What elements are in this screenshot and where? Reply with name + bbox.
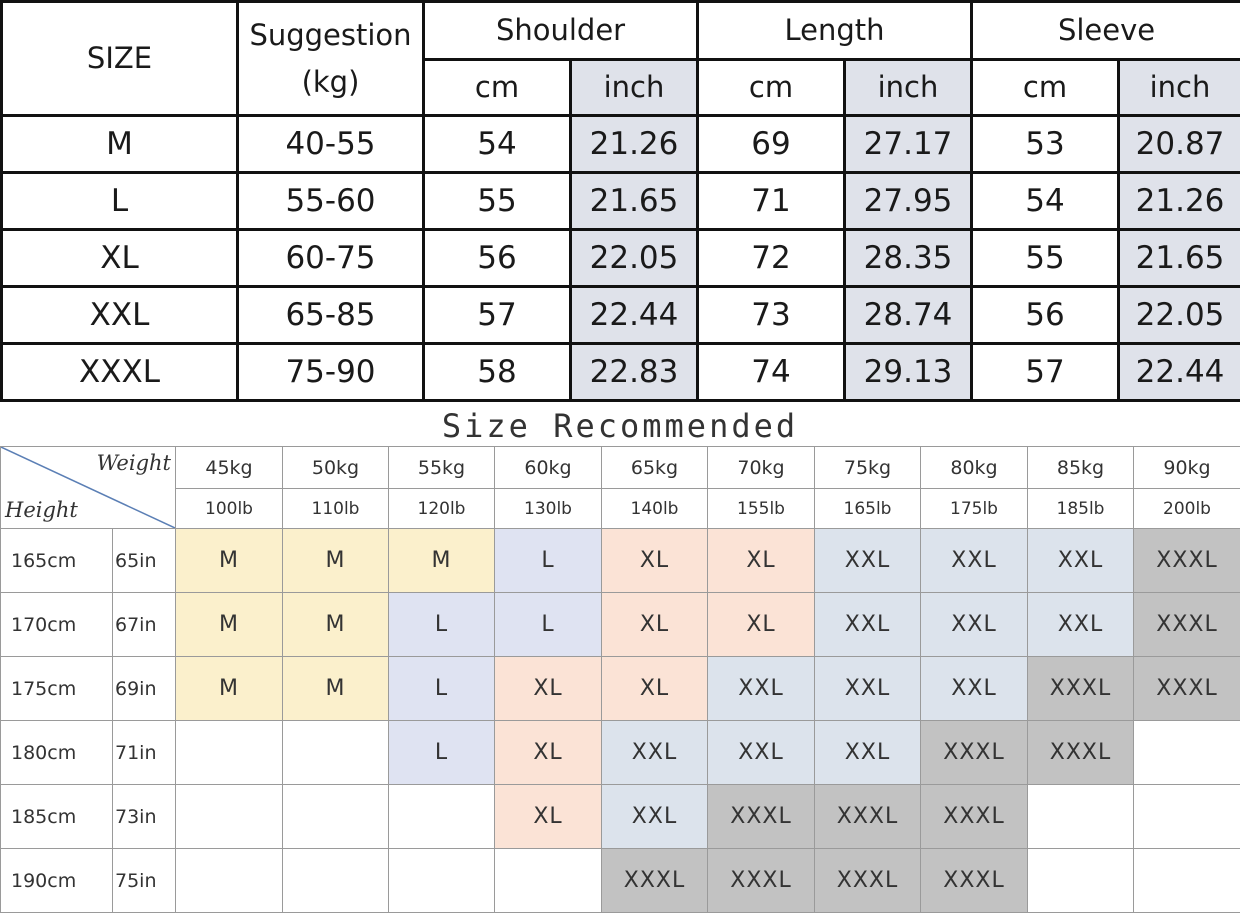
weight-axis-label: Weight [97, 451, 171, 475]
recommended-size-cell: M [176, 529, 283, 593]
empty-size-cell [1134, 785, 1240, 849]
size-cell-shoulder-cm: 58 [424, 344, 571, 401]
recommended-size-cell: M [283, 593, 389, 657]
height-inch-label: 65in [113, 529, 176, 593]
recommended-size-cell: XXXL [921, 721, 1028, 785]
recommended-size-cell: XL [602, 593, 708, 657]
sleeve-inch-header: inch [1119, 60, 1240, 116]
recommended-size-cell: XXXL [1134, 657, 1240, 721]
size-cell-shoulder-inch: 21.65 [571, 173, 698, 230]
size-row [2, 287, 1240, 344]
size-cell-kg: 40-55 [238, 116, 424, 173]
height-row [1, 593, 1240, 657]
recommended-size-cell: XL [602, 529, 708, 593]
size-cell-shoulder-inch: 22.44 [571, 287, 698, 344]
empty-size-cell [283, 785, 389, 849]
recommended-size-cell: XL [602, 657, 708, 721]
recommended-size-cell: XXL [921, 657, 1028, 721]
recommended-size-cell: XXXL [708, 849, 815, 913]
recommended-size-cell: XXL [921, 529, 1028, 593]
height-cm-label: 185cm [1, 785, 113, 849]
weight-kg-header: 80kg [921, 447, 1028, 489]
empty-size-cell [1134, 721, 1240, 785]
size-cell-length-inch: 29.13 [845, 344, 972, 401]
recommended-size-cell: XXL [708, 721, 815, 785]
recommended-size-cell: XL [495, 721, 602, 785]
weight-kg-header: 90kg [1134, 447, 1240, 489]
recommended-size-cell: XXL [1028, 593, 1134, 657]
recommended-size-cell: XXXL [708, 785, 815, 849]
recommended-size-cell: XXXL [921, 849, 1028, 913]
recommended-size-cell: XXL [921, 593, 1028, 657]
size-cell-sleeve-cm: 57 [972, 344, 1119, 401]
recommended-size-cell: XXXL [921, 785, 1028, 849]
recommended-size-cell: M [283, 657, 389, 721]
height-cm-label: 175cm [1, 657, 113, 721]
weight-height-corner [1, 447, 176, 529]
empty-size-cell [283, 849, 389, 913]
weight-lb-header: 200lb [1134, 489, 1240, 529]
size-cell-length-cm: 71 [698, 173, 845, 230]
weight-lb-header: 130lb [495, 489, 602, 529]
size-cell-shoulder-cm: 56 [424, 230, 571, 287]
recommended-size-cell: XL [708, 529, 815, 593]
empty-size-cell [1028, 849, 1134, 913]
size-row [2, 344, 1240, 401]
weight-lb-header: 165lb [815, 489, 921, 529]
recommended-size-cell: XL [495, 657, 602, 721]
size-cell-length-cm: 69 [698, 116, 845, 173]
size-chart-body [2, 116, 1240, 401]
size-cell-sleeve-inch: 20.87 [1119, 116, 1240, 173]
size-row [2, 230, 1240, 287]
height-row [1, 785, 1240, 849]
size-cell-sleeve-inch: 22.44 [1119, 344, 1240, 401]
size-cell-size: XXL [2, 287, 238, 344]
height-row [1, 657, 1240, 721]
height-inch-label: 67in [113, 593, 176, 657]
recommended-size-cell: XXL [1028, 529, 1134, 593]
size-cell-sleeve-cm: 56 [972, 287, 1119, 344]
weight-kg-row [1, 447, 1240, 489]
size-row [2, 173, 1240, 230]
size-cell-size: XXXL [2, 344, 238, 401]
size-cell-sleeve-inch: 21.26 [1119, 173, 1240, 230]
size-chart-table [0, 0, 1240, 402]
size-cell-sleeve-cm: 55 [972, 230, 1119, 287]
recommended-size-cell: XXL [708, 657, 815, 721]
size-cell-length-cm: 73 [698, 287, 845, 344]
size-cell-shoulder-inch: 22.83 [571, 344, 698, 401]
empty-size-cell [389, 849, 495, 913]
recommended-size-cell: XXL [815, 657, 921, 721]
height-inch-label: 73in [113, 785, 176, 849]
shoulder-header: Shoulder [424, 2, 698, 60]
weight-kg-header: 55kg [389, 447, 495, 489]
length-inch-header: inch [845, 60, 972, 116]
weight-kg-header: 50kg [283, 447, 389, 489]
weight-kg-header: 65kg [602, 447, 708, 489]
height-inch-label: 69in [113, 657, 176, 721]
size-recommendation-section [0, 404, 1240, 912]
recommended-size-cell: XXL [815, 529, 921, 593]
height-cm-label: 180cm [1, 721, 113, 785]
weight-kg-header: 85kg [1028, 447, 1134, 489]
recommended-size-cell: XXL [815, 721, 921, 785]
recommended-size-cell: XL [708, 593, 815, 657]
recommended-size-cell: XXL [815, 593, 921, 657]
weight-lb-header: 140lb [602, 489, 708, 529]
empty-size-cell [283, 721, 389, 785]
size-cell-length-cm: 74 [698, 344, 845, 401]
weight-lb-header: 155lb [708, 489, 815, 529]
size-cell-shoulder-cm: 55 [424, 173, 571, 230]
size-cell-kg: 55-60 [238, 173, 424, 230]
weight-lb-header: 110lb [283, 489, 389, 529]
height-cm-label: 165cm [1, 529, 113, 593]
weight-lb-header: 120lb [389, 489, 495, 529]
recommended-size-cell: XXXL [1028, 657, 1134, 721]
height-cm-label: 190cm [1, 849, 113, 913]
recommended-size-cell: M [283, 529, 389, 593]
shoulder-cm-header: cm [424, 60, 571, 116]
size-cell-kg: 65-85 [238, 287, 424, 344]
weight-kg-header: 70kg [708, 447, 815, 489]
size-cell-kg: 60-75 [238, 230, 424, 287]
height-inch-label: 71in [113, 721, 176, 785]
recommended-size-cell: XXXL [815, 785, 921, 849]
height-inch-label: 75in [113, 849, 176, 913]
size-cell-size: M [2, 116, 238, 173]
height-axis-label: Height [5, 498, 78, 522]
empty-size-cell [389, 785, 495, 849]
size-header: SIZE [2, 2, 238, 116]
weight-lb-row [1, 489, 1240, 529]
size-cell-shoulder-inch: 21.26 [571, 116, 698, 173]
height-row [1, 721, 1240, 785]
size-cell-length-cm: 72 [698, 230, 845, 287]
recommended-size-cell: XL [495, 785, 602, 849]
empty-size-cell [176, 785, 283, 849]
recommended-size-cell: L [389, 593, 495, 657]
empty-size-cell [176, 721, 283, 785]
weight-lb-header: 175lb [921, 489, 1028, 529]
size-cell-size: L [2, 173, 238, 230]
weight-kg-header: 75kg [815, 447, 921, 489]
size-cell-sleeve-inch: 21.65 [1119, 230, 1240, 287]
recommended-size-cell: M [176, 657, 283, 721]
size-cell-kg: 75-90 [238, 344, 424, 401]
recommended-size-cell: XXXL [602, 849, 708, 913]
recommended-size-cell: L [389, 721, 495, 785]
recommended-size-cell: M [389, 529, 495, 593]
suggestion-header [238, 2, 424, 116]
recommended-size-cell: XXXL [1028, 721, 1134, 785]
size-cell-size: XL [2, 230, 238, 287]
empty-size-cell [1028, 785, 1134, 849]
height-row [1, 529, 1240, 593]
height-row [1, 849, 1240, 913]
weight-lb-header: 185lb [1028, 489, 1134, 529]
empty-size-cell [495, 849, 602, 913]
length-cm-header: cm [698, 60, 845, 116]
size-cell-sleeve-inch: 22.05 [1119, 287, 1240, 344]
height-cm-label: 170cm [1, 593, 113, 657]
recommended-size-cell: XXXL [815, 849, 921, 913]
size-cell-length-inch: 28.74 [845, 287, 972, 344]
recommended-size-cell: XXL [602, 785, 708, 849]
sleeve-cm-header: cm [972, 60, 1119, 116]
size-cell-shoulder-cm: 57 [424, 287, 571, 344]
recommended-size-cell: XXXL [1134, 529, 1240, 593]
recommended-size-cell: XXXL [1134, 593, 1240, 657]
recommended-size-cell: XXL [602, 721, 708, 785]
size-cell-sleeve-cm: 53 [972, 116, 1119, 173]
weight-lb-header: 100lb [176, 489, 283, 529]
weight-kg-header: 60kg [495, 447, 602, 489]
sleeve-header: Sleeve [972, 2, 1240, 60]
recommended-size-cell: M [176, 593, 283, 657]
weight-kg-header: 45kg [176, 447, 283, 489]
recommended-size-cell: L [495, 593, 602, 657]
size-cell-shoulder-cm: 54 [424, 116, 571, 173]
suggestion-header-line1: Suggestion [239, 12, 422, 58]
size-row [2, 116, 1240, 173]
recommended-size-cell: L [495, 529, 602, 593]
suggestion-header-line2: (kg) [239, 59, 422, 105]
size-cell-length-inch: 27.17 [845, 116, 972, 173]
recommendation-title: Size Recommended [0, 406, 1240, 446]
size-cell-shoulder-inch: 22.05 [571, 230, 698, 287]
empty-size-cell [1134, 849, 1240, 913]
length-header: Length [698, 2, 972, 60]
shoulder-inch-header: inch [571, 60, 698, 116]
size-cell-sleeve-cm: 54 [972, 173, 1119, 230]
empty-size-cell [176, 849, 283, 913]
size-cell-length-inch: 28.35 [845, 230, 972, 287]
recommendation-table [0, 446, 1240, 913]
recommended-size-cell: L [389, 657, 495, 721]
size-cell-length-inch: 27.95 [845, 173, 972, 230]
